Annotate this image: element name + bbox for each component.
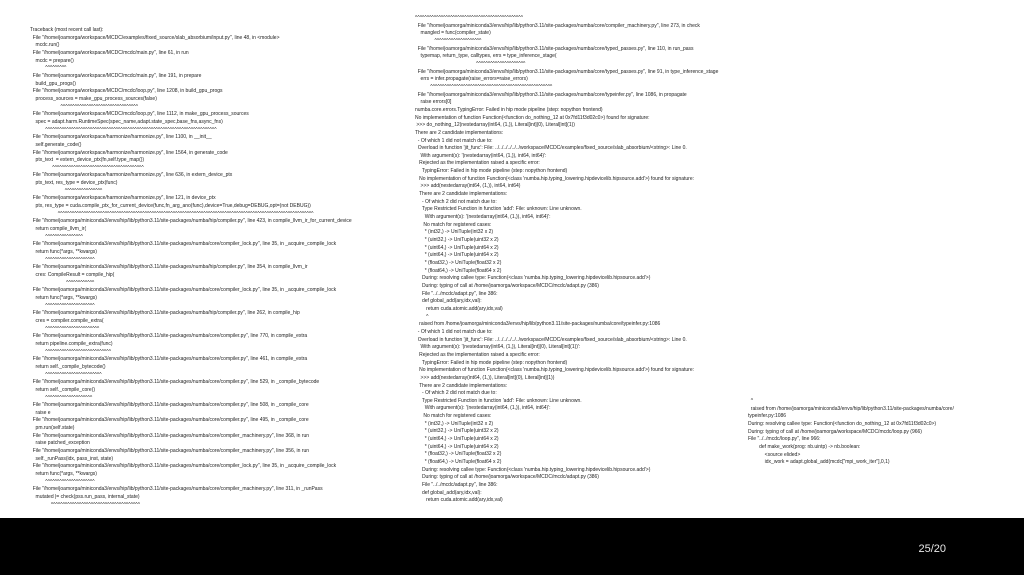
traceback-right-column: ^ raised from /home/joamorga/miniconda3/envs/hip/lib/python3.11/site-packages/numba/core/ typeinfer.py:1086 During: resolving callee type: Function(<function do_nothing_12 at 0x7fd11f3d02c0>) During: typing of call at /home/joamorga/workspace/MCDC/mcdc/loop.py (966) File "../../mcdc/loop.py", line 966: def make_work(prog: nb.uintp) -> nb.boolean: <source elided> idx_work = adapt.global_add(mcdc["mpi_work_iter"],0,1) <box>748 398 954 466</box>
slide-footer-bar <box>0 518 1024 575</box>
traceback-middle-column: ^^^^^^^^^^^^^^^^^^^^^^^^^^^^^^^^^^^^^^^^^^^^^^ File "/home/joamorga/miniconda3/envs/hip/lib/python3.11/site-packages/numba/core/compiler_machinery.py", line 273, in check mangled = func(compiler_state) ^^^^^^^^^^^^^^^^^^^^ File "/home/joamorga/miniconda3/envs/hip/lib/python3.11/site-packages/numba/core/typed_passes.py", line 110, in run_pass typemap, return_type, calltypes, errs = type_inference_stage( ^^^^^^^^^^^^^^^^^^^^^ File "/home/joamorga/miniconda3/envs/hip/lib/python3.11/site-packages/numba/core/typed_passes.py", line 91, in type_inference_stage errs = infer.propagate(raise_errors=raise_errors) ^^^^^^^^^^^^^^^^^^^^^^^^^^^^^^^^^^^^^^^^^^^^^^^^^^^^ File "/home/joamorga/miniconda3/envs/hip/lib/python3.11/site-packages/numba/core/typeinfer.py", line 1086, in propagate raise errors[0] numba.core.errors.TypingError: Failed in hip mode pipeline (step: nopython frontend) No implementation of function Function(<function do_nothing_12 at 0x7fd11f3d02c0>) found for signature: >>> do_nothing_12(nestedarray(int64, (1,)), Literal[int](0), Literal[int](1)) There are 2 candidate implementations: - Of which 1 did not match due to: Overload in function 'jit_func': File: ../../../../../../workspace/MCDC/examples/fixed_source/slab_absorbium/<string>: Line 0. With argument(s): '(nestedarray(int64, (1,)), int64, int64)': Rejected as the implementation raised a specific error: TypingError: Failed in hip mode pipeline (step: nopython frontend) No implementation of function Function(<class 'numba.hip.typing_lowering.hipdevicelib.hipsource.add'>) found for signature: >>> add(nestedarray(int64, (1,)), int64, int64) There are 2 candidate implementations: - Of which 2 did not match due to: Type Restricted Function in function 'add': File: unknown: Line unknown. With argument(s): '(nestedarray(int64, (1,)), int64, int64)': No match for registered cases: * (int32,) -> UniTuple(int32 x 2) * (uint32,) -> UniTuple(uint32 x 2) * (uint64,) -> UniTuple(uint64 x 2) * (uint64,) -> UniTuple(uint64 x 2) * (float32,) -> UniTuple(float32 x 2) * (float64,) -> UniTuple(float64 x 2) During: resolving callee type: Function(<class 'numba.hip.typing_lowering.hipdevicelib.hipsource.add'>) During: typing of call at /home/joamorga/workspace/MCDC/mcdc/adapt.py (386) File "../../mcdc/adapt.py", line 386: def global_add(ary,idx,val): return cuda.atomic.add(ary,idx,val) ^ raised from /home/joamorga/miniconda3/envs/hip/lib/python3.11/site-packages/numba/core/typeinfer.py:1086 - Of which 1 did not match due to: Overload in function 'jit_func': File: ../../../../../../workspace/MCDC/examples/fixed_source/slab_absorbium/<string>: Line 0. With argument(s): '(nestedarray(int64, (1,)), Literal[int](0), Literal[int](1))': Rejected as the implementation raised a specific error: TypingError: Failed in hip mode pipeline (step: nopython frontend) No implementation of function Function(<class 'numba.hip.typing_lowering.hipdevicelib.hipsource.add'>) found for signature: >>> add(nestedarray(int64, (1,)), Literal[int](0), Literal[int](1)) There are 2 candidate implementations: - Of which 2 did not match due to: Type Restricted Function in function 'add': File: unknown: Line unknown. With argument(s): '(nestedarray(int64, (1,)), int64, int64)': No match for registered cases: * (int32,) -> UniTuple(int32 x 2) * (uint32,) -> UniTuple(uint32 x 2) * (uint64,) -> UniTuple(uint64 x 2) * (uint64,) -> UniTuple(uint64 x 2) * (float32,) -> UniTuple(float32 x 2) * (float64,) -> UniTuple(float64 x 2) During: resolving callee type: Function(<class 'numba.hip.typing_lowering.hipdevicelib.hipsource.add'>) During: typing of call at /home/joamorga/workspace/MCDC/mcdc/adapt.py (386) File "../../mcdc/adapt.py", line 386: def global_add(ary,idx,val): return cuda.atomic.add(ary,idx,val) <box>415 15 719 504</box>
page-counter: 25/20 <box>918 543 946 555</box>
traceback-left-column: Traceback (most recent call last): File "/home/joamorga/workspace/MCDC/examples/fixed_source/slab_absorbium/input.py", line 48, in <module> mcdc.run() File "/home/joamorga/workspace/MCDC/mcdc/main.py", line 61, in run mcdc = prepare() ^^^^^^^^^ File "/home/joamorga/workspace/MCDC/mcdc/main.py", line 191, in prepare build_gpu_progs() File "/home/joamorga/workspace/MCDC/mcdc/loop.py", line 1208, in build_gpu_progs process_sources = make_gpu_process_sources(false) ^^^^^^^^^^^^^^^^^^^^^^^^^^^^^^^^^ File "/home/joamorga/workspace/MCDC/mcdc/loop.py", line 1112, in make_gpu_process_sources spec = adapt.harm.RuntimeSpec(spec_name,adapt.state_spec,base_fns,async_fns) ^^^^^^^^^^^^^^^^^^^^^^^^^^^^^^^^^^^^^^^^^^^^^^^^^^^^^^^^^^^^^^^^^^^^^^^^^ File "/home/joamorga/workspace/harmonize/harmonize.py", line 1100, in __init__ self.generate_code() File "/home/joamorga/workspace/harmonize/harmonize.py", line 1564, in generate_code ptx_text = extern_device_ptx(fn,self.type_map()) ^^^^^^^^^^^^^^^^^^^^^^^^^^^^^^^^^^^^^^^ File "/home/joamorga/workspace/harmonize/harmonize.py", line 636, in extern_device_ptx ptx_text, res_type = device_ptx(func) ^^^^^^^^^^^^^^^^ File "/home/joamorga/workspace/harmonize/harmonize.py", line 121, in device_ptx ptx, res_type = cuda.compile_ptx_for_current_device(func,fn_arg_ano(func),device=True,debug=DEBUG,opt=(not DEBUG)) ^^^^^^^^^^^^^^^^^^^^^^^^^^^^^^^^^^^^^^^^^^^^^^^^^^^^^^^^^^^^^^^^^^^^^^^^^^^^^^^^^^^^^^^^^^^^^^^^^^^^^^^^^^^^^ File "/home/joamorga/miniconda3/envs/hip/lib/python3.11/site-packages/numba/hip/compiler.py", line 423, in compile_llvm_ir_for_current_device return compile_llvm_ir( ^^^^^^^^^^^^^^^^ File "/home/joamorga/miniconda3/envs/hip/lib/python3.11/site-packages/numba/core/compiler_lock.py", line 35, in _acquire_compile_lock return func(*args, **kwargs) ^^^^^^^^^^^^^^^^^^^^^ File "/home/joamorga/miniconda3/envs/hip/lib/python3.11/site-packages/numba/hip/compiler.py", line 354, in compile_llvm_ir cres: CompileResult = compile_hip( ^^^^^^^^^^^^ File "/home/joamorga/miniconda3/envs/hip/lib/python3.11/site-packages/numba/core/compiler_lock.py", line 35, in _acquire_compile_lock return func(*args, **kwargs) ^^^^^^^^^^^^^^^^^^^^^ File "/home/joamorga/miniconda3/envs/hip/lib/python3.11/site-packages/numba/hip/compiler.py", line 262, in compile_hip cres = compiler.compile_extra( ^^^^^^^^^^^^^^^^^^^^^^^ File "/home/joamorga/miniconda3/envs/hip/lib/python3.11/site-packages/numba/core/compiler.py", line 770, in compile_extra return pipeline.compile_extra(func) ^^^^^^^^^^^^^^^^^^^^^^^^^^^^ File "/home/joamorga/miniconda3/envs/hip/lib/python3.11/site-packages/numba/core/compiler.py", line 461, in compile_extra return self._compile_bytecode() ^^^^^^^^^^^^^^^^^^^^^^^^ File "/home/joamorga/miniconda3/envs/hip/lib/python3.11/site-packages/numba/core/compiler.py", line 529, in _compile_bytecode return self._compile_core() ^^^^^^^^^^^^^^^^^^^^ File "/home/joamorga/miniconda3/envs/hip/lib/python3.11/site-packages/numba/core/compiler.py", line 508, in _compile_core raise e File "/home/joamorga/miniconda3/envs/hip/lib/python3.11/site-packages/numba/core/compiler.py", line 495, in _compile_core pm.run(self.state) File "/home/joamorga/miniconda3/envs/hip/lib/python3.11/site-packages/numba/core/compiler_machinery.py", line 368, in run raise patched_exception File "/home/joamorga/miniconda3/envs/hip/lib/python3.11/site-packages/numba/core/compiler_machinery.py", line 356, in run self._runPass(idx, pass_inst, state) File "/home/joamorga/miniconda3/envs/hip/lib/python3.11/site-packages/numba/core/compiler_lock.py", line 35, in _acquire_compile_lock return func(*args, **kwargs) ^^^^^^^^^^^^^^^^^^^^^ File "/home/joamorga/miniconda3/envs/hip/lib/python3.11/site-packages/numba/core/compiler_machinery.py", line 311, in _runPass mutated |= check(pss.run_pass, internal_state) ^^^^^^^^^^^^^^^^^^^^^^^^^^^^^^^^^^^^^^ <box>30 27 352 507</box>
